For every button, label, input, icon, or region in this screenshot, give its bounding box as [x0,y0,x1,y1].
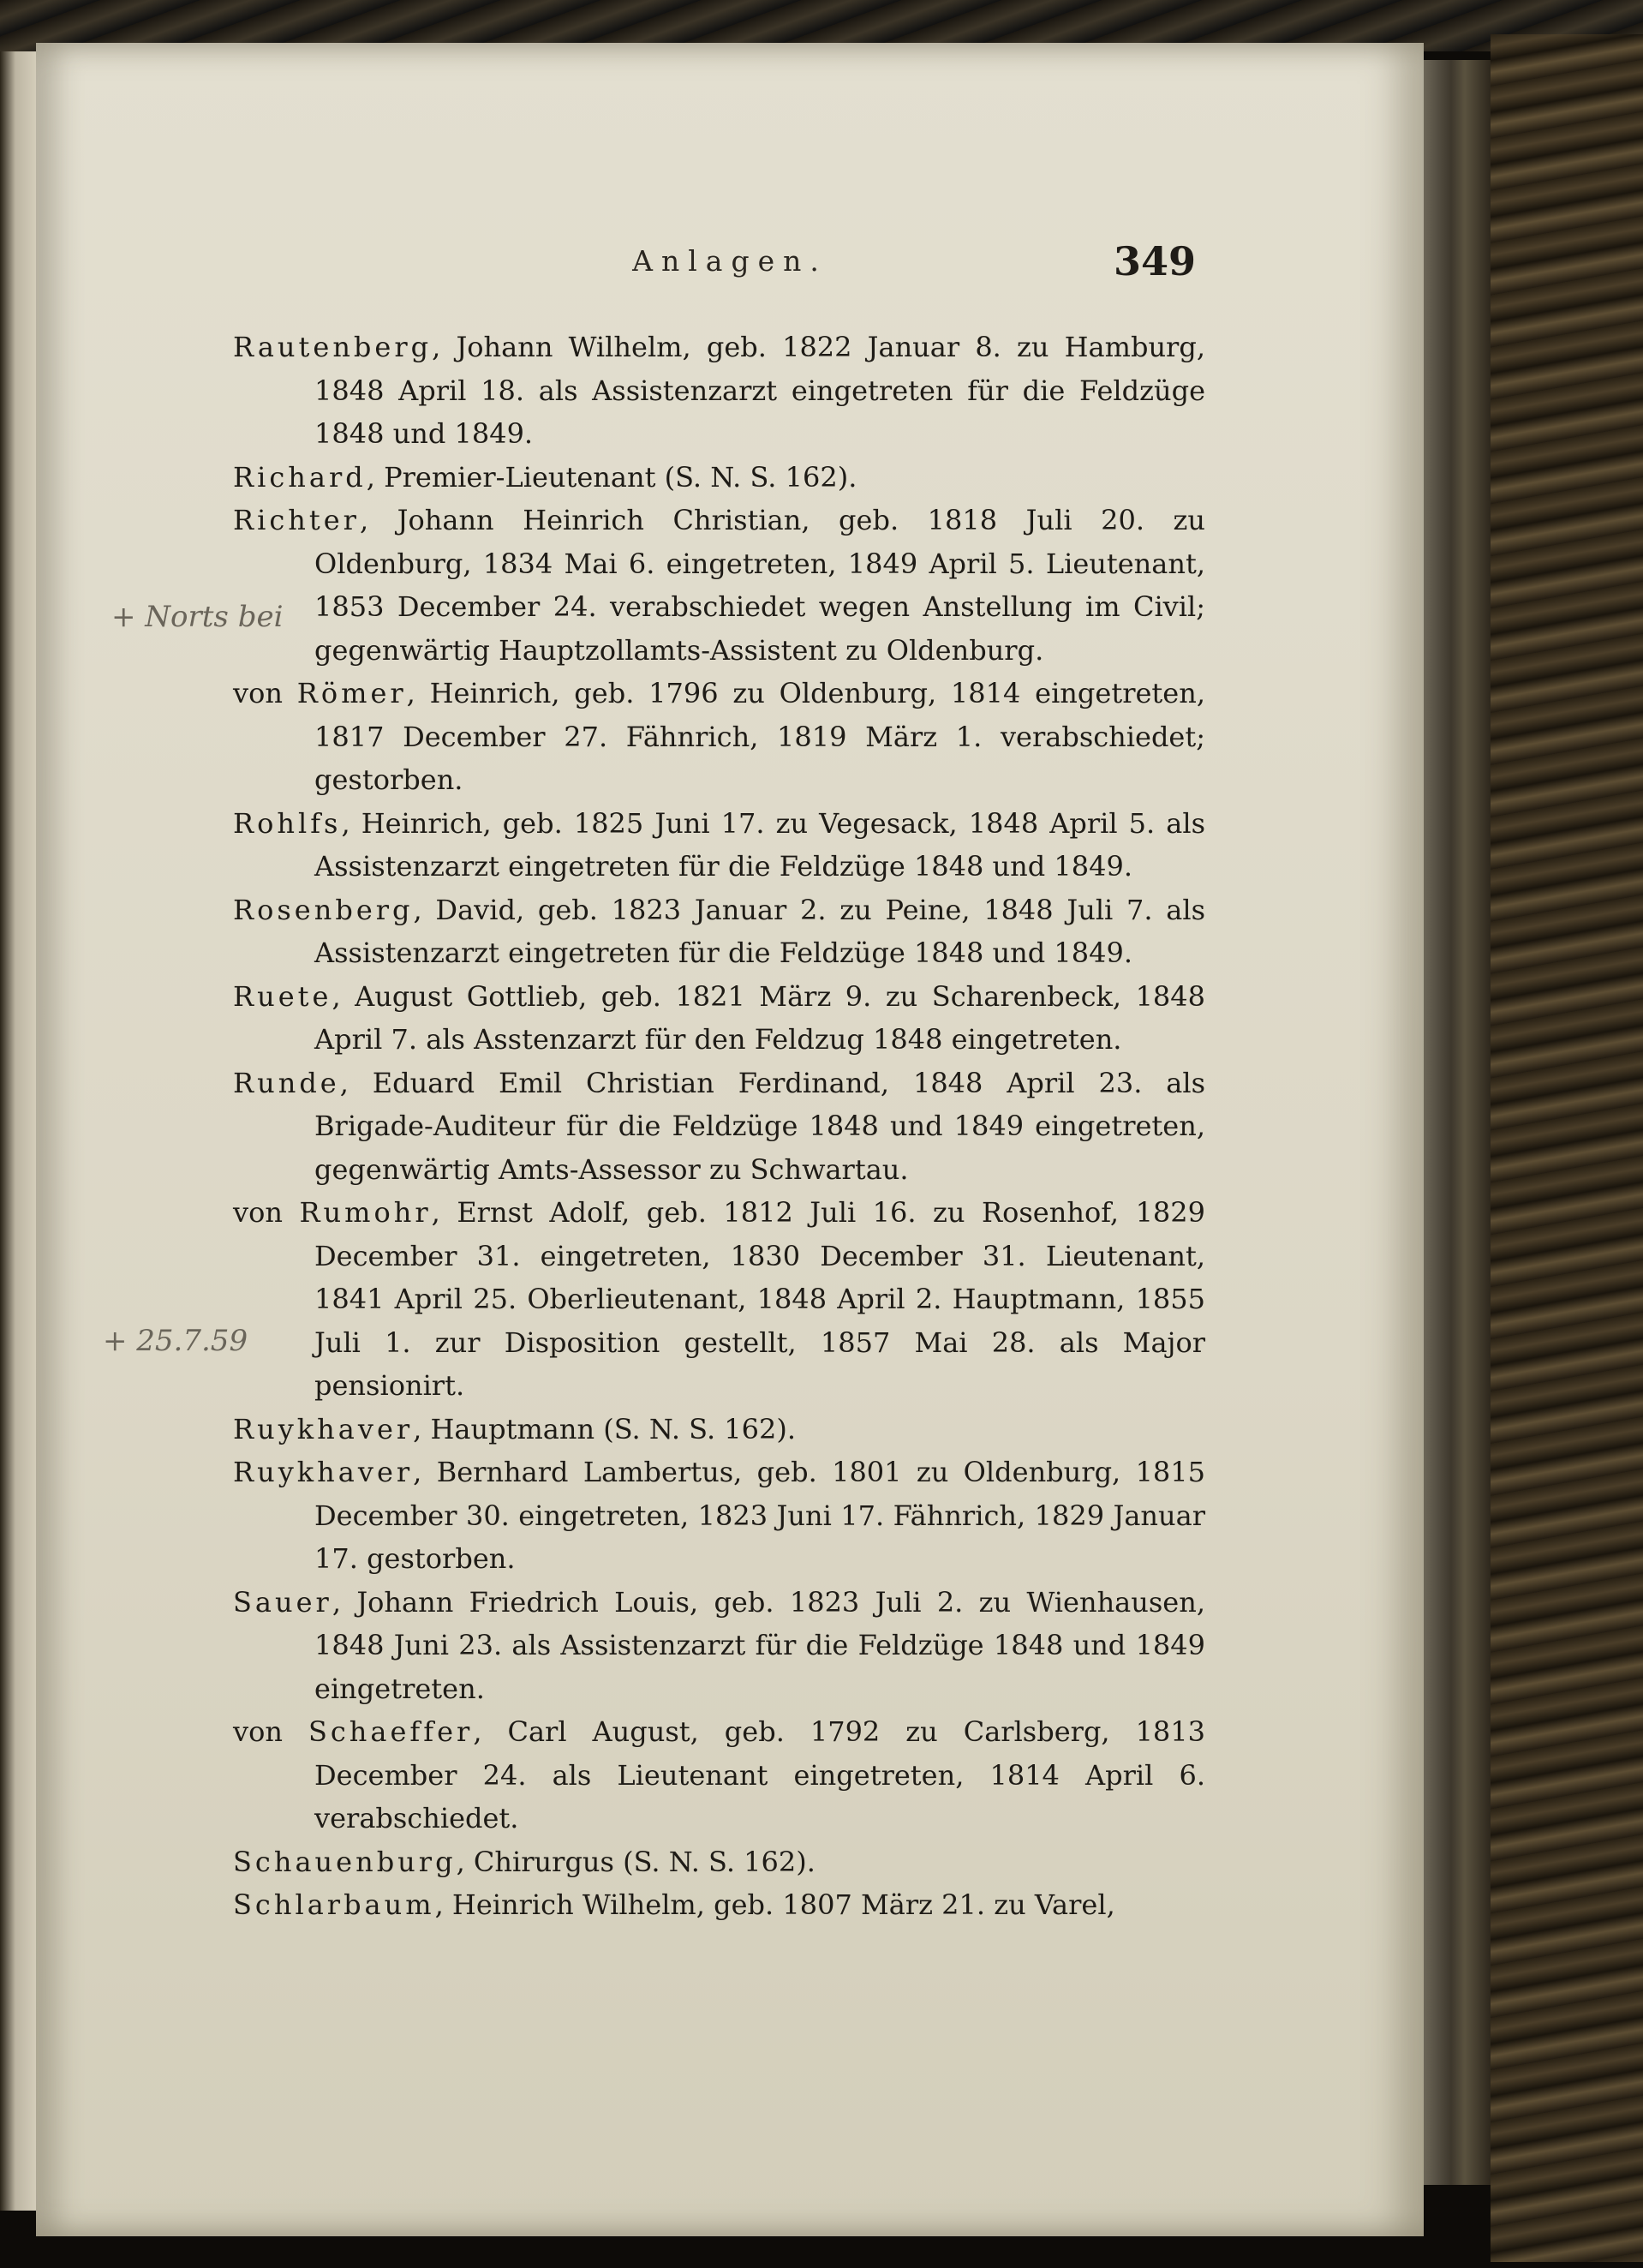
entry [233,499,1205,672]
entry-prefix: von [233,1196,300,1229]
entry-surname: Richard [233,460,367,494]
entry-text: , Johann Friedrich Louis, geb. 1823 Juli 2. zu Wienhausen, 1848 Juni 23. als Assistenzarzt für die Feldzüge 1848 und 1849 eingetreten. [314,1585,1205,1705]
entry-text: , Heinrich, geb. 1825 Juni 17. zu Vegesack, 1848 April 5. als Assistenzarzt eingetreten für die Feldzüge 1848 und 1849. [314,806,1205,883]
entry-text: , Heinrich, geb. 1796 zu Oldenburg, 1814 eingetreten, 1817 December 27. Fähnrich, 1819 März 1. verabschiedet; gestorben. [314,677,1206,796]
entry-surname: Rohlfs [233,806,342,840]
entry-surname: Richter [233,504,360,536]
entry-text: , Chirurgus (S. N. S. 162). [456,1845,816,1878]
entry [233,672,1205,802]
entry-surname: Sauer [233,1585,332,1619]
margin-note-1: + Norts bei [111,600,284,634]
entry-text: , Hauptmann (S. N. S. 162). [413,1412,797,1445]
entry-text: , Ernst Adolf, geb. 1812 Juli 16. zu Rosenhof, 1829 December 31. eingetreten, 1830 December 31. Lieutenant, 1841 April 25. Oberlieutenant, 1848 April 2. Hauptmann, 1855 Juli 1. zur Disposition gestellt, 1857 Mai 28. als Major pensionirt. [314,1196,1205,1402]
entry-surname: Schlarbaum [233,1888,435,1921]
entry-surname: Römer [296,677,407,709]
entry-text: , Heinrich Wilhelm, geb. 1807 März 21. zu Varel, [434,1888,1115,1921]
entry-surname: Schauenburg [233,1845,457,1878]
entry [233,1710,1205,1840]
entry-prefix: von [233,677,297,709]
entry [233,1581,1205,1711]
entry [233,975,1205,1062]
entry [233,326,1205,456]
entry-prefix: von [233,1715,308,1748]
entry-surname: Schaeffer [308,1715,474,1748]
entry [233,889,1205,975]
entry-surname: Runde [233,1066,340,1099]
entry-text: , Johann Heinrich Christian, geb. 1818 Juli 20. zu Oldenburg, 1834 Mai 6. eingetreten, 1849 April 5. Lieutenant, 1853 December 24. verabschiedet wegen Anstellung im Civil; gegenwärtig Hauptzollamts-Assistent zu Oldenburg. [314,504,1205,667]
entry-surname: Rautenberg [233,331,433,363]
entry [233,1062,1205,1192]
entry-text: , August Gottlieb, geb. 1821 März 9. zu Scharenbeck, 1848 April 7. als Asstenzarzt für den Feldzug 1848 eingetreten. [314,979,1205,1056]
entry [233,1191,1205,1408]
entry-text: , Carl August, geb. 1792 zu Carlsberg, 1813 December 24. als Lieutenant eingetreten, 1814 April 6. verabschiedet. [314,1715,1206,1834]
entry-text: , Johann Wilhelm, geb. 1822 Januar 8. zu Hamburg, 1848 April 18. als Assistenzarzt eingetreten für die Feldzüge 1848 und 1849. [314,331,1205,450]
entry [233,802,1205,889]
entry [233,1408,1205,1451]
margin-note-2: + 25.7.59 [103,1324,248,1358]
entry [233,1840,1205,1884]
entry [233,1451,1205,1581]
entry [233,1883,1205,1927]
entry-text: , David, geb. 1823 Januar 2. zu Peine, 1848 Juli 7. als Assistenzarzt eingetreten für die Feldzüge 1848 und 1849. [314,893,1205,969]
entry [233,456,1205,500]
running-head: Anlagen. [632,244,827,278]
page-fore-edge [1424,60,1492,2185]
left-page-edge [0,51,39,2211]
entry-text: , Bernhard Lambertus, geb. 1801 zu Oldenburg, 1815 December 30. eingetreten, 1823 Juni 17. Fähnrich, 1829 Januar 17. gestorben. [314,1456,1205,1575]
entry-surname: Ruete [233,979,332,1013]
page-number: 349 [1114,238,1197,284]
entry-surname: Ruykhaver [233,1412,414,1445]
entry-text: , Eduard Emil Christian Ferdinand, 1848 April 23. als Brigade-Auditeur für die Feldzüge 1848 und 1849 eingetreten, gegenwärtig Amts-Assessor zu Schwartau. [314,1066,1205,1186]
entry-text: , Premier-Lieutenant (S. N. S. 162). [366,460,857,494]
marbled-cover-edge [1491,34,1643,2262]
entry-surname: Rumohr [299,1196,432,1229]
entry-surname: Ruykhaver [233,1456,414,1488]
entry-surname: Rosenberg [233,893,414,926]
entry-list [233,326,1205,1927]
